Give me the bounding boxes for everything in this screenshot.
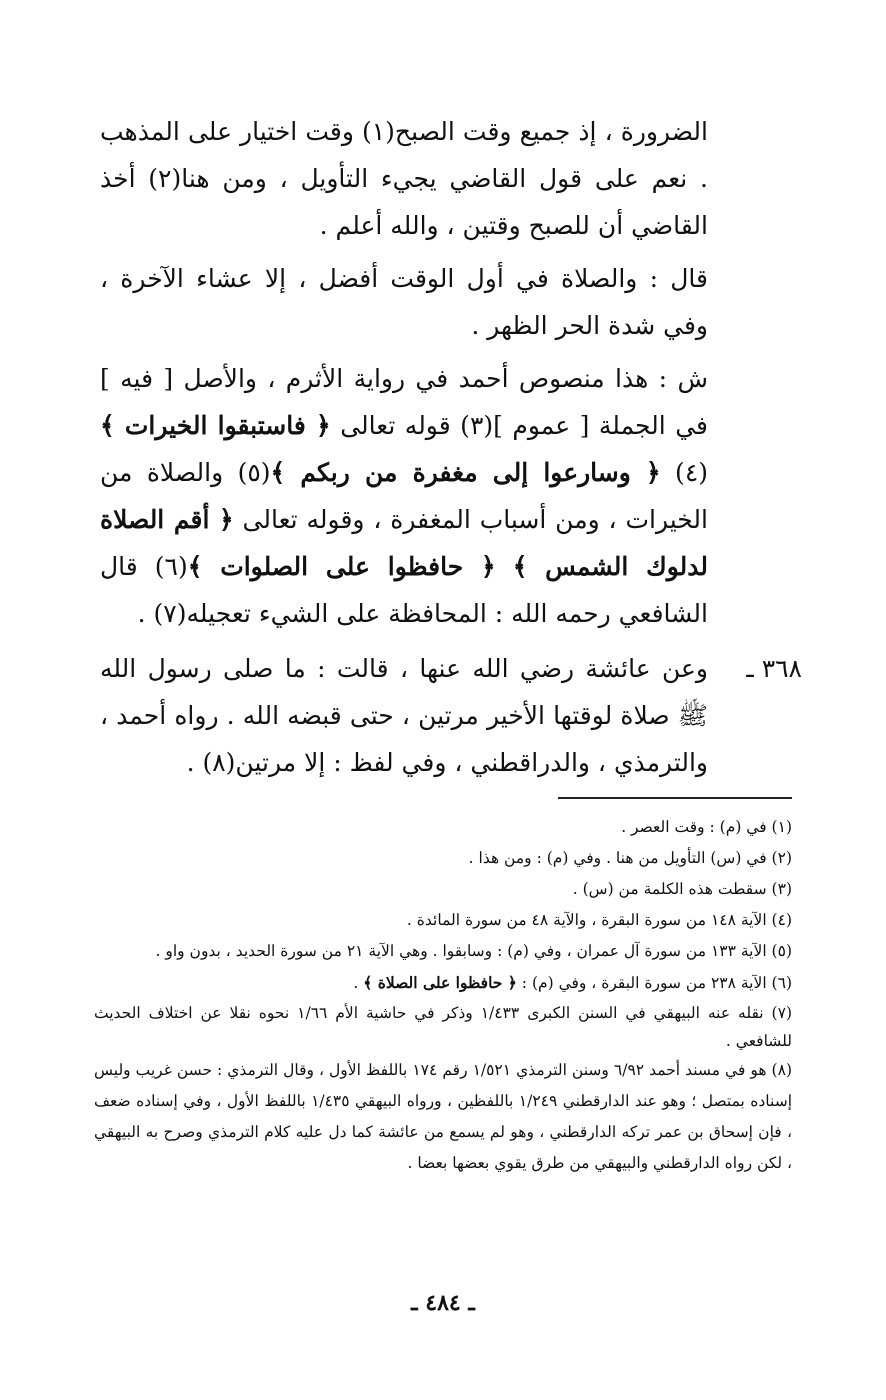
footnote-6-text: (٦) الآية ٢٣٨ من سورة البقرة ، وفي (م) : [516, 974, 792, 992]
footnote-5: (٥) الآية ١٣٣ من سورة آل عمران ، وفي (م) : وسابقوا . وهي الآية ٢١ من سورة الحديد ، بدون واو . [155, 942, 792, 960]
paragraph-2: قال : والصلاة في أول الوقت أفضل ، إلا عشاء الآخرة ، وفي شدة الحر الظهر . [100, 264, 708, 340]
quran-verse-2: ﴿ وسارعوا إلى مغفرة من ربكم ﴾ [270, 458, 661, 487]
footnote-1: (١) في (م) : وقت العصر . [621, 818, 792, 836]
footnote-ref-4: (٤) [660, 458, 709, 487]
commentary-text: (٦) قال الشافعي رحمه الله : المحافظة على الشيء تعجيله(٧) . [100, 552, 708, 628]
footnote-6 [94, 967, 792, 999]
paragraph-3 [100, 355, 708, 637]
spacer [496, 552, 513, 581]
footnote-2: (٢) في (س) التأويل من هنا . وفي (م) : ومن هذا . [468, 849, 792, 867]
footnote-8: (٨) هو في مسند أحمد ٦/٩٢ وسنن الترمذي ١/٥٢١ رقم ١٧٤ باللفظ الأول ، وقال الترمذي : حسن غريب وليس إسناده بمتصل ؛ وهو عند الدارقطني ١/٢٤٩ باللفظين ، ورواه البيهقي ١/٤٣٥ باللفظ الأول ، وفي إسناده ضعف ، فإن إسحاق بن عمر تركه الدارقطني ، وهو لم يسمع من عائشة كما دل عليه كلام الترمذي وصرح به البيهقي ، لكن رواه الدارقطني والبيهقي من طرق يقوي بعضها بعضا . [94, 1061, 792, 1172]
quran-verse-4: ﴿ حافظوا على الصلوات ﴾ [187, 552, 496, 581]
footnote-6-verse: ﴿ حافظوا على الصلاة ﴾ [363, 973, 517, 992]
page-number: ـ ٤٨٤ ـ [411, 1290, 475, 1316]
commentary-text: (٥) والصلاة من الخيرات ، ومن أسباب المغفرة ، وقوله تعالى [100, 458, 708, 534]
footnote-7: (٧) نقله عنه البيهقي في السنن الكبرى ١/٤٣٣ وذكر في حاشية الأم ١/٦٦ نحوه نقلا عن اختلاف الحديث للشافعي . [94, 1004, 792, 1050]
hadith-number: ٣٦٨ ـ [746, 654, 802, 683]
footnote-3: (٣) سقطت هذه الكلمة من (س) . [572, 880, 792, 898]
footnote-4: (٤) الآية ١٤٨ من سورة البقرة ، والآية ٤٨ من سورة المائدة . [406, 911, 792, 929]
commentary-text: ش : هذا منصوص أحمد في رواية الأثرم ، والأصل [ فيه ] في الجملة [ عموم ](٣) قوله تعالى [100, 364, 709, 440]
quran-verse-3: ﴿ أقم الصلاة لدلوك الشمس ﴾ [100, 505, 709, 581]
paragraph-1: الضرورة ، إذ جميع وقت الصبح(١) وقت اختيار على المذهب . نعم على قول القاضي يجيء التأويل ، ومن هنا(٢) أخذ القاضي أن للصبح وقتين ، والله أعلم . [100, 117, 708, 240]
quran-verse-1: ﴿ فاستبقوا الخيرات ﴾ [100, 411, 331, 440]
hadith-text: وعن عائشة رضي الله عنها ، قالت : ما صلى رسول الله ﷺ صلاة لوقتها الأخير مرتين ، حتى قبضه الله . رواه أحمد ، والترمذي ، والدراقطني ، وفي لفظ : إلا مرتين(٨) . [100, 654, 708, 777]
hadith-368 [100, 645, 802, 786]
footnote-6-end: . [353, 974, 364, 992]
main-text [100, 108, 708, 637]
footnotes [94, 812, 792, 1179]
footnote-divider [558, 797, 792, 799]
